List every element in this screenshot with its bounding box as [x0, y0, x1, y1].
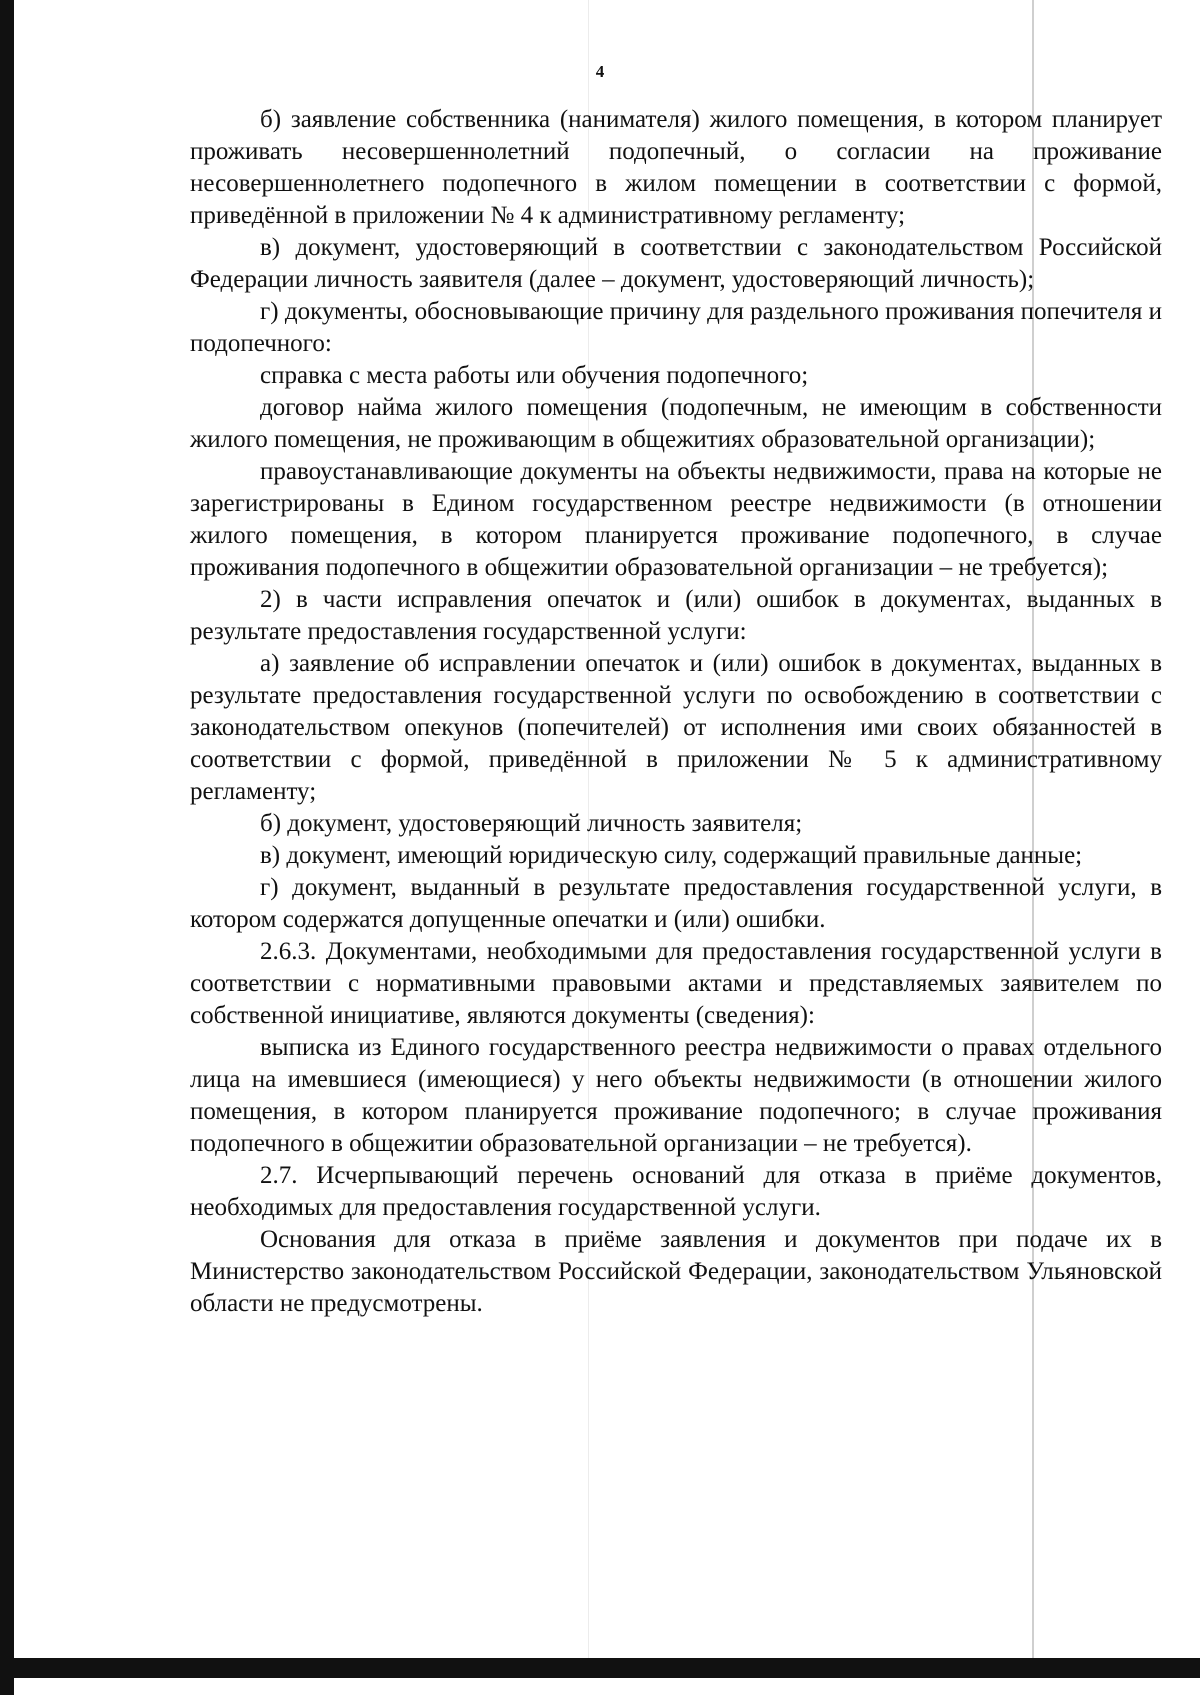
paragraph: справка с места работы или обучения подопечного; — [260, 362, 809, 389]
paragraph: Основания для отказа в приёме заявления и документов при подаче их в Министерство законодательством Российской Федерации, законодательством Ульяновской области не предусмотрены. — [190, 1226, 1162, 1317]
paragraph: в) документ, имеющий юридическую силу, содержащий правильные данные; — [260, 842, 1083, 869]
scan-left-edge — [0, 0, 14, 1695]
paragraph: 2.6.3. Документами, необходимыми для предоставления государственной услуги в соответствии с нормативными правовыми актами и представляемых заявителем по собственной инициативе, являются документы (сведения): — [190, 938, 1162, 1029]
paragraph: а) заявление об исправлении опечаток и (или) ошибок в документах, выданных в результате предоставления государственной услуги по освобождению в соответствии с законодательством опекунов (попечителей) от исполнения ими своих обязанностей в соответствии с формой, приведённой в приложении № 5 к административному регламенту; — [190, 650, 1162, 805]
paragraph: в) документ, удостоверяющий в соответствии с законодательством Российской Федерации личность заявителя (далее – документ, удостоверяющий личность); — [190, 234, 1162, 293]
page-number: 4 — [595, 62, 605, 81]
paragraph: 2) в части исправления опечаток и (или) ошибок в документах, выданных в результате предоставления государственной услуги: — [190, 586, 1162, 645]
paragraph: правоустанавливающие документы на объекты недвижимости, права на которые не зарегистрированы в Едином государственном реестре недвижимости (в отношении жилого помещения, в котором планируется проживание подопечного, в случае проживания подопечного в общежитии образовательной организации – не требуется); — [190, 458, 1162, 581]
paragraph: б) документ, удостоверяющий личность заявителя; — [260, 810, 803, 837]
paragraph: 2.7. Исчерпывающий перечень оснований для отказа в приёме документов, необходимых для предоставления государственной услуги. — [190, 1162, 1162, 1221]
paragraph: г) документы, обосновывающие причину для раздельного проживания попечителя и подопечного: — [190, 298, 1162, 357]
paragraph: г) документ, выданный в результате предоставления государственной услуги, в котором содержатся допущенные опечатки и (или) ошибки. — [190, 874, 1162, 933]
scan-bottom-edge — [0, 1658, 1200, 1678]
document-body — [190, 104, 1162, 1320]
paragraph: б) заявление собственника (нанимателя) жилого помещения, в котором планирует проживать несовершеннолетний подопечный, о согласии на проживание несовершеннолетнего подопечного в жилом помещении в соответствии с формой, приведённой в приложении № 4 к административному регламенту; — [190, 106, 1162, 229]
paragraph: выписка из Единого государственного реестра недвижимости о правах отдельного лица на имевшиеся (имеющиеся) у него объекты недвижимости (в отношении жилого помещения, в котором планируется проживание подопечного; в случае проживания подопечного в общежитии образовательной организации – не требуется). — [190, 1034, 1162, 1157]
paragraph: договор найма жилого помещения (подопечным, не имеющим в собственности жилого помещения, не проживающим в общежитиях образовательной организации); — [190, 394, 1162, 453]
